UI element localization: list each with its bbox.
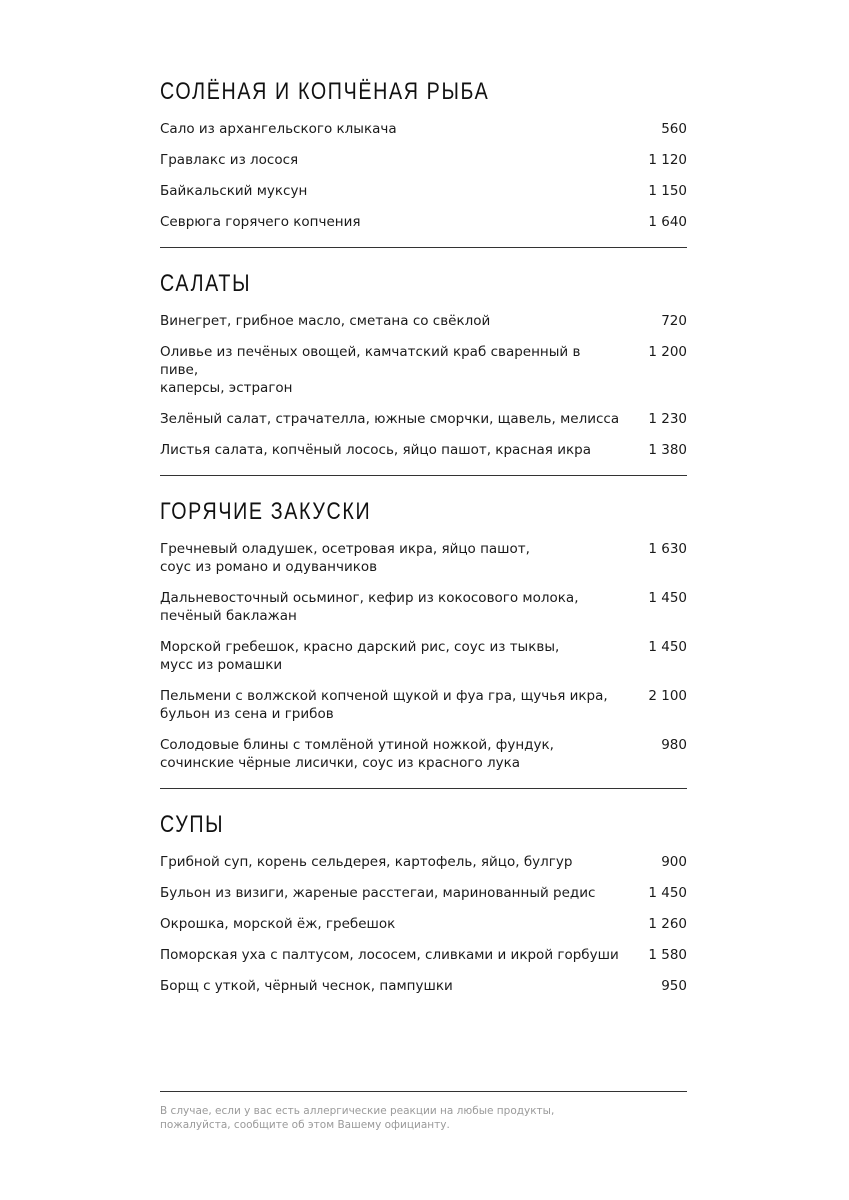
section-title: САЛАТЫ — [160, 270, 252, 297]
menu-item — [160, 312, 687, 330]
allergy-footnote: В случае, если у вас есть аллергические реакции на любые продукты, пожалуйста, сообщите об этом Вашему официанту. — [160, 1105, 555, 1131]
menu-item — [160, 120, 687, 138]
section-divider — [160, 247, 687, 248]
menu-item — [160, 182, 687, 200]
item-name: Сало из архангельского клыкача — [160, 121, 397, 137]
menu-item — [160, 589, 687, 625]
item-name: Борщ с уткой, чёрный чеснок, пампушки — [160, 978, 453, 994]
section-hot-appetizers — [160, 498, 687, 772]
item-price: 720 — [661, 313, 687, 329]
menu-content — [160, 78, 687, 1008]
section-title: СУПЫ — [160, 811, 225, 838]
item-name: Винегрет, грибное масло, сметана со свёклой — [160, 313, 491, 329]
menu-item — [160, 736, 687, 772]
section-divider — [160, 788, 687, 789]
item-price: 1 580 — [648, 947, 687, 963]
item-price: 1 200 — [648, 344, 687, 360]
menu-item — [160, 687, 687, 723]
item-name: Гравлакс из лосося — [160, 152, 299, 168]
menu-item — [160, 638, 687, 674]
item-price: 1 120 — [648, 152, 687, 168]
item-price: 1 630 — [648, 541, 687, 557]
section-title: СОЛЁНАЯ И КОПЧЁНАЯ РЫБА — [160, 78, 490, 105]
item-name: Дальневосточный осьминог, кефир из кокосового молока, печёный баклажан — [160, 590, 579, 624]
menu-item — [160, 884, 687, 902]
section-soups — [160, 811, 687, 995]
item-price: 1 450 — [648, 590, 687, 606]
item-name: Солодовые блины с томлёной утиной ножкой, фундук, сочинские чёрные лисички, соус из красного лука — [160, 737, 554, 771]
section-divider — [160, 475, 687, 476]
item-price: 1 640 — [648, 214, 687, 230]
item-price: 1 450 — [648, 885, 687, 901]
item-price: 1 380 — [648, 442, 687, 458]
menu-item — [160, 410, 687, 428]
item-name: Пельмени с волжской копченой щукой и фуа гра, щучья икра, бульон из сена и грибов — [160, 688, 608, 722]
menu-item — [160, 915, 687, 933]
item-name: Окрошка, морской ёж, гребешок — [160, 916, 396, 932]
item-price: 1 450 — [648, 639, 687, 655]
item-price: 1 230 — [648, 411, 687, 427]
item-name: Листья салата, копчёный лосось, яйцо пашот, красная икра — [160, 442, 591, 458]
menu-item — [160, 343, 687, 397]
section-title: ГОРЯЧИЕ ЗАКУСКИ — [160, 498, 372, 525]
item-name: Байкальский муксун — [160, 183, 308, 199]
item-name: Морской гребешок, красно дарский рис, соус из тыквы, мусс из ромашки — [160, 639, 560, 673]
menu-item — [160, 977, 687, 995]
item-name: Севрюга горячего копчения — [160, 214, 361, 230]
item-price: 1 150 — [648, 183, 687, 199]
item-name: Оливье из печёных овощей, камчатский краб сваренный в пиве, каперсы, эстрагон — [160, 344, 581, 396]
section-salted-smoked-fish — [160, 78, 687, 231]
menu-item — [160, 213, 687, 231]
item-price: 950 — [661, 978, 687, 994]
item-name: Зелёный салат, страчателла, южные сморчки, щавель, мелисса — [160, 411, 620, 427]
menu-item — [160, 540, 687, 576]
item-price: 900 — [661, 854, 687, 870]
item-name: Грибной суп, корень сельдерея, картофель, яйцо, булгур — [160, 854, 573, 870]
footer-divider — [160, 1091, 687, 1092]
menu-item — [160, 441, 687, 459]
item-price: 560 — [661, 121, 687, 137]
item-price: 2 100 — [648, 688, 687, 704]
menu-item — [160, 151, 687, 169]
menu-item — [160, 946, 687, 964]
item-name: Поморская уха с палтусом, лососем, сливками и икрой горбуши — [160, 947, 619, 963]
item-price: 1 260 — [648, 916, 687, 932]
section-salads — [160, 270, 687, 459]
item-price: 980 — [661, 737, 687, 753]
item-name: Бульон из визиги, жареные расстегаи, маринованный редис — [160, 885, 596, 901]
item-name: Гречневый оладушек, осетровая икра, яйцо пашот, соус из романо и одуванчиков — [160, 541, 530, 575]
menu-item — [160, 853, 687, 871]
